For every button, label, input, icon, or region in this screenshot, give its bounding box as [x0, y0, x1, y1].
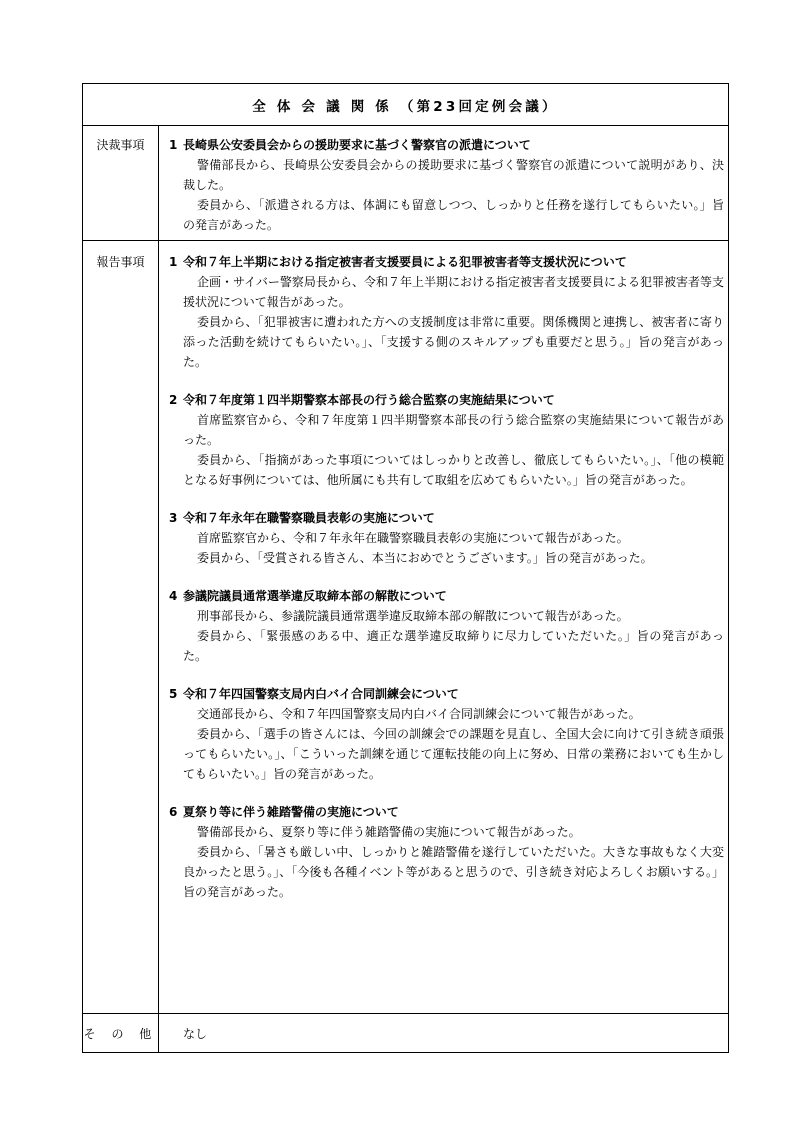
label-decision: 決裁事項	[96, 138, 145, 152]
agenda-item-title	[159, 135, 724, 155]
row-divider	[83, 240, 728, 241]
row-divider	[83, 1013, 728, 1014]
label-report: 報告事項	[96, 255, 145, 269]
agenda-item-paragraph: 警備部長から、長崎県公安委員会からの援助要求に基づく警察官の派遣について説明があり、決裁した。	[183, 158, 724, 192]
item-spacer	[159, 666, 724, 684]
agenda-item-title-text: 参議院議員通常選挙違反取締本部の解散について	[183, 589, 447, 603]
item-spacer	[159, 490, 724, 508]
agenda-item-title	[159, 802, 724, 822]
item-spacer	[159, 784, 724, 802]
agenda-item-paragraph: 警備部長から、夏祭り等に伴う雑踏警備の実施について報告があった。	[197, 825, 581, 839]
item-spacer	[159, 372, 724, 390]
agenda-item-paragraph: 委員から、「選手の皆さんには、今回の訓練会での課題を見直し、全国大会に向けて引き続き頑張ってもらいたい。」、「こういった訓練を通じて運転技能の向上に努め、日常の業務においても生かしてもらいたい。」旨の発言があった。	[183, 727, 724, 781]
agenda-item-paragraph: 委員から、「受賞される皆さん、本当におめでとうございます。」旨の発言があった。	[197, 551, 653, 565]
agenda-item-number: 1	[169, 138, 178, 152]
title-row	[83, 84, 728, 126]
agenda-item-paragraph: 委員から、「指摘があった事項についてはしっかりと改善し、徹底してもらいたい。」、「他の模範となる好事例については、他所属にも共有して取組を広めてもらいたい。」旨の発言があった。	[183, 453, 724, 487]
agenda-item-title-text: 長崎県公安委員会からの援助要求に基づく警察官の派遣について	[183, 138, 531, 152]
agenda-item-paragraph: 委員から、「緊張感のある中、適正な選挙違反取締りに尽力していただいた。」旨の発言があった。	[183, 629, 724, 663]
agenda-item-title	[159, 390, 724, 410]
other-text: なし	[183, 1027, 208, 1041]
agenda-item-number: 1	[169, 255, 178, 269]
agenda-item-paragraph: 首席監察官から、令和７年永年在職警察職員表彰の実施について報告があった。	[197, 531, 629, 545]
agenda-item	[159, 252, 724, 372]
agenda-item-paragraph: 委員から、「派遣される方は、体調にも留意しつつ、しっかりと任務を遂行してもらいたい。」旨の発言があった。	[183, 198, 724, 232]
agenda-item-title-text: 令和７年上半期における指定被害者支援要員による犯罪被害者等支援状況について	[183, 255, 627, 269]
report-items	[159, 252, 724, 902]
item-spacer	[159, 568, 724, 586]
other-content	[159, 1024, 724, 1044]
agenda-item-title	[159, 252, 724, 272]
agenda-item-title-text: 令和７年四国警察支局内白バイ合同訓練会について	[183, 687, 459, 701]
agenda-item-paragraph: 委員から、「犯罪被害に遭われた方への支援制度は非常に重要。関係機関と連携し、被害者に寄り添った活動を続けてもらいたい。」、「支援する側のスキルアップも重要だと思う。」旨の発言があった。	[183, 315, 724, 369]
agenda-item-paragraph: 首席監察官から、令和７年度第１四半期警察本部長の行う総合監察の実施結果について報告があった。	[183, 413, 724, 447]
agenda-item	[159, 684, 724, 784]
agenda-item-paragraph: 刑事部長から、参議院議員通常選挙違反取締本部の解散について報告があった。	[197, 609, 629, 623]
agenda-item-paragraph: 委員から、「暑さも厳しい中、しっかりと雑踏警備を遂行していただいた。大きな事故もなく大変良かったと思う。」、「今後も各種イベント等があると思うので、引き続き対応よろしくお願いする。」旨の発言があった。	[183, 845, 724, 899]
document-title: 全 体 会 議 関 係 （第23回定例会議）	[252, 99, 559, 115]
agenda-item-title	[159, 508, 724, 528]
agenda-item-number: 4	[169, 589, 178, 603]
agenda-item-number: 2	[169, 393, 178, 407]
agenda-item	[159, 586, 724, 666]
agenda-item-number: 3	[169, 511, 178, 525]
agenda-item-number: 5	[169, 687, 178, 701]
agenda-item-title-text: 令和７年永年在職警察職員表彰の実施について	[183, 511, 435, 525]
agenda-item	[159, 390, 724, 490]
agenda-item	[159, 508, 724, 568]
agenda-item-paragraph: 企画・サイバー警察局長から、令和７年上半期における指定被害者支援要員による犯罪被害者等支援状況について報告があった。	[183, 275, 724, 309]
agenda-item-paragraph: 交通部長から、令和７年四国警察支局内白バイ合同訓練会について報告があった。	[197, 707, 641, 721]
agenda-item	[159, 135, 724, 235]
agenda-item	[159, 802, 724, 902]
decision-items	[159, 135, 724, 235]
agenda-item-title-text: 令和７年度第１四半期警察本部長の行う総合監察の実施結果について	[183, 393, 555, 407]
agenda-item-title	[159, 586, 724, 606]
agenda-item-title-text: 夏祭り等に伴う雑踏警備の実施について	[183, 805, 399, 819]
minutes-table	[82, 83, 729, 1053]
label-other: そ の 他	[83, 1027, 158, 1041]
agenda-item-number: 6	[169, 805, 178, 819]
agenda-item-title	[159, 684, 724, 704]
